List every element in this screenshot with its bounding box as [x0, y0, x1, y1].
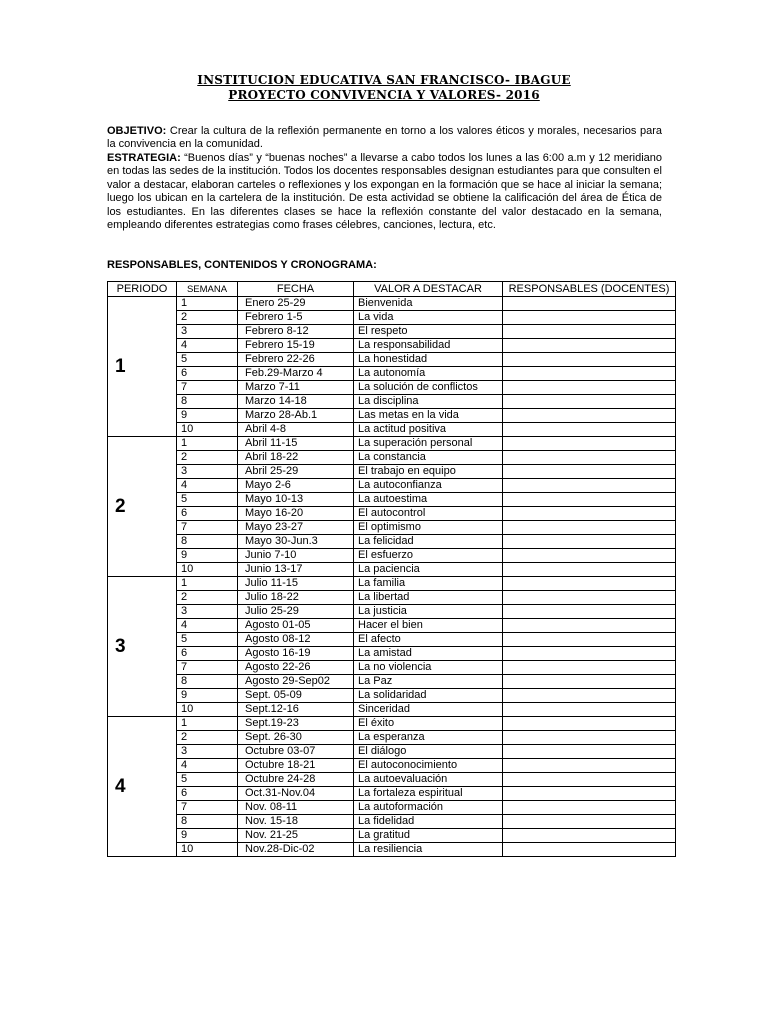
table-row: [108, 563, 676, 577]
fecha-cell: Nov. 15-18: [238, 815, 354, 829]
semana-cell: 1: [177, 577, 238, 591]
table-row: [108, 423, 676, 437]
semana-cell: 4: [177, 759, 238, 773]
fecha-cell: Junio 7-10: [238, 549, 354, 563]
responsables-cell: [503, 549, 676, 563]
responsables-cell: [503, 535, 676, 549]
semana-cell: 2: [177, 731, 238, 745]
valor-cell: El diálogo: [354, 745, 503, 759]
estrategia-label: ESTRATEGIA:: [107, 152, 181, 164]
fecha-cell: Marzo 28-Ab.1: [238, 409, 354, 423]
fecha-cell: Octubre 24-28: [238, 773, 354, 787]
valor-cell: El afecto: [354, 633, 503, 647]
semana-cell: 3: [177, 605, 238, 619]
header-semana: SEMANA: [177, 282, 238, 297]
fecha-cell: Febrero 22-26: [238, 353, 354, 367]
semana-cell: 4: [177, 339, 238, 353]
responsables-cell: [503, 605, 676, 619]
fecha-cell: Mayo 30-Jun.3: [238, 535, 354, 549]
table-row: [108, 325, 676, 339]
valor-cell: La resiliencia: [354, 843, 503, 857]
semana-cell: 9: [177, 689, 238, 703]
table-row: [108, 829, 676, 843]
valor-cell: Hacer el bien: [354, 619, 503, 633]
responsables-cell: [503, 437, 676, 451]
semana-cell: 9: [177, 409, 238, 423]
periodo-cell: 4: [108, 717, 177, 857]
valor-cell: La familia: [354, 577, 503, 591]
fecha-cell: Agosto 01-05: [238, 619, 354, 633]
table-row: [108, 465, 676, 479]
table-row: [108, 591, 676, 605]
table-row: [108, 745, 676, 759]
table-row: [108, 367, 676, 381]
estrategia-text: “Buenos días” y “buenas noches” a llevarse a cabo todos los lunes a las 6:00 a.m y 12 meridiano en todas las sedes de la institución. Todos los docentes responsables designan estudiantes para que consulten el valor a destacar, elaboran carteles o reflexiones y los expongan en la formación que se hace al iniciar la semana; luego los ubican en la cartelera de la institución. De esta actividad se obtiene la calificación del área de Ética de los estudiantes. En las diferentes clases se hace la reflexión constante del valor destacado en la semana, empleando diferentes estrategias como frases célebres, canciones, lectura, etc.: [107, 152, 662, 232]
semana-cell: 6: [177, 787, 238, 801]
semana-cell: 9: [177, 549, 238, 563]
periodo-cell: 3: [108, 577, 177, 717]
responsables-cell: [503, 479, 676, 493]
semana-cell: 2: [177, 591, 238, 605]
valor-cell: La fidelidad: [354, 815, 503, 829]
fecha-cell: Febrero 1-5: [238, 311, 354, 325]
responsables-cell: [503, 759, 676, 773]
responsables-cell: [503, 633, 676, 647]
objetivo-label: OBJETIVO:: [107, 125, 167, 137]
responsables-cell: [503, 493, 676, 507]
fecha-cell: Agosto 22-26: [238, 661, 354, 675]
estrategia-paragraph: [107, 152, 662, 232]
fecha-cell: Agosto 08-12: [238, 633, 354, 647]
fecha-cell: Sept.19-23: [238, 717, 354, 731]
valor-cell: El optimismo: [354, 521, 503, 535]
fecha-cell: Mayo 2-6: [238, 479, 354, 493]
fecha-cell: Mayo 23-27: [238, 521, 354, 535]
table-row: [108, 507, 676, 521]
document-subtitle: PROYECTO CONVIVENCIA Y VALORES- 2016: [228, 88, 540, 102]
responsables-cell: [503, 507, 676, 521]
table-row: [108, 843, 676, 857]
table-row: [108, 297, 676, 311]
semana-cell: 1: [177, 717, 238, 731]
semana-cell: 10: [177, 563, 238, 577]
responsables-cell: [503, 717, 676, 731]
table-body: [108, 297, 676, 857]
responsables-cell: [503, 451, 676, 465]
table-row: [108, 535, 676, 549]
fecha-cell: Julio 11-15: [238, 577, 354, 591]
semana-cell: 10: [177, 703, 238, 717]
table-row: [108, 395, 676, 409]
objetivo-text: Crear la cultura de la reflexión permanente en torno a los valores éticos y morales, necesarios para la convivencia en la comunidad.: [107, 125, 662, 151]
valor-cell: La superación personal: [354, 437, 503, 451]
semana-cell: 1: [177, 437, 238, 451]
fecha-cell: Junio 13-17: [238, 563, 354, 577]
fecha-cell: Sept. 05-09: [238, 689, 354, 703]
responsables-cell: [503, 395, 676, 409]
valor-cell: La vida: [354, 311, 503, 325]
valor-cell: La gratitud: [354, 829, 503, 843]
table-row: [108, 801, 676, 815]
valor-cell: El éxito: [354, 717, 503, 731]
valor-cell: El autocontrol: [354, 507, 503, 521]
table-row: [108, 633, 676, 647]
semana-cell: 2: [177, 451, 238, 465]
semana-cell: 10: [177, 423, 238, 437]
table-row: [108, 311, 676, 325]
fecha-cell: Abril 18-22: [238, 451, 354, 465]
fecha-cell: Sept. 26-30: [238, 731, 354, 745]
valor-cell: La paciencia: [354, 563, 503, 577]
header-fecha: FECHA: [238, 282, 354, 297]
semana-cell: 6: [177, 507, 238, 521]
table-row: [108, 577, 676, 591]
fecha-cell: Nov.28-Dic-02: [238, 843, 354, 857]
table-header-row: [108, 282, 676, 297]
valor-cell: La autoconfianza: [354, 479, 503, 493]
fecha-cell: Sept.12-16: [238, 703, 354, 717]
fecha-cell: Abril 4-8: [238, 423, 354, 437]
table-row: [108, 409, 676, 423]
semana-cell: 3: [177, 745, 238, 759]
semana-cell: 5: [177, 633, 238, 647]
valor-cell: La justicia: [354, 605, 503, 619]
responsables-cell: [503, 325, 676, 339]
valor-cell: El esfuerzo: [354, 549, 503, 563]
fecha-cell: Enero 25-29: [238, 297, 354, 311]
fecha-cell: Abril 11-15: [238, 437, 354, 451]
semana-cell: 2: [177, 311, 238, 325]
responsables-cell: [503, 815, 676, 829]
valor-cell: El trabajo en equipo: [354, 465, 503, 479]
semana-cell: 7: [177, 801, 238, 815]
responsables-cell: [503, 381, 676, 395]
semana-cell: 7: [177, 381, 238, 395]
semana-cell: 8: [177, 535, 238, 549]
fecha-cell: Julio 25-29: [238, 605, 354, 619]
semana-cell: 4: [177, 619, 238, 633]
valor-cell: La autoestima: [354, 493, 503, 507]
semana-cell: 8: [177, 675, 238, 689]
header-valor: VALOR A DESTACAR: [354, 282, 503, 297]
fecha-cell: Agosto 29-Sep02: [238, 675, 354, 689]
semana-cell: 4: [177, 479, 238, 493]
valor-cell: La autonomía: [354, 367, 503, 381]
responsables-cell: [503, 339, 676, 353]
fecha-cell: Marzo 7-11: [238, 381, 354, 395]
semana-cell: 8: [177, 395, 238, 409]
valor-cell: La amistad: [354, 647, 503, 661]
table-row: [108, 479, 676, 493]
responsables-cell: [503, 577, 676, 591]
responsables-cell: [503, 367, 676, 381]
table-row: [108, 339, 676, 353]
responsables-cell: [503, 465, 676, 479]
responsables-cell: [503, 353, 676, 367]
semana-cell: 7: [177, 661, 238, 675]
table-row: [108, 689, 676, 703]
header-periodo: PERIODO: [108, 282, 177, 297]
fecha-cell: Octubre 18-21: [238, 759, 354, 773]
responsables-cell: [503, 787, 676, 801]
valor-cell: La no violencia: [354, 661, 503, 675]
table-row: [108, 787, 676, 801]
responsables-cell: [503, 675, 676, 689]
responsables-cell: [503, 661, 676, 675]
table-row: [108, 549, 676, 563]
schedule-table: [107, 281, 676, 857]
table-row: [108, 815, 676, 829]
responsables-cell: [503, 731, 676, 745]
valor-cell: La autoformación: [354, 801, 503, 815]
valor-cell: El respeto: [354, 325, 503, 339]
valor-cell: La responsabilidad: [354, 339, 503, 353]
semana-cell: 3: [177, 325, 238, 339]
valor-cell: La solución de conflictos: [354, 381, 503, 395]
table-row: [108, 647, 676, 661]
responsables-cell: [503, 801, 676, 815]
fecha-cell: Mayo 10-13: [238, 493, 354, 507]
valor-cell: La Paz: [354, 675, 503, 689]
table-row: [108, 619, 676, 633]
table-row: [108, 451, 676, 465]
objetivo-paragraph: [107, 125, 662, 152]
table-row: [108, 521, 676, 535]
responsables-cell: [503, 843, 676, 857]
valor-cell: La actitud positiva: [354, 423, 503, 437]
valor-cell: La fortaleza espiritual: [354, 787, 503, 801]
periodo-cell: 1: [108, 297, 177, 437]
semana-cell: 6: [177, 647, 238, 661]
valor-cell: La solidaridad: [354, 689, 503, 703]
responsables-cell: [503, 703, 676, 717]
semana-cell: 6: [177, 367, 238, 381]
responsables-cell: [503, 591, 676, 605]
valor-cell: La honestidad: [354, 353, 503, 367]
fecha-cell: Oct.31-Nov.04: [238, 787, 354, 801]
table-row: [108, 661, 676, 675]
table-row: [108, 493, 676, 507]
table-row: [108, 731, 676, 745]
fecha-cell: Agosto 16-19: [238, 647, 354, 661]
valor-cell: Bienvenida: [354, 297, 503, 311]
responsables-cell: [503, 647, 676, 661]
responsables-cell: [503, 689, 676, 703]
fecha-cell: Feb.29-Marzo 4: [238, 367, 354, 381]
table-row: [108, 759, 676, 773]
responsables-cell: [503, 423, 676, 437]
fecha-cell: Febrero 8-12: [238, 325, 354, 339]
valor-cell: La esperanza: [354, 731, 503, 745]
document-title: INSTITUCION EDUCATIVA SAN FRANCISCO- IBAGUE: [197, 73, 571, 87]
valor-cell: La disciplina: [354, 395, 503, 409]
responsables-cell: [503, 521, 676, 535]
semana-cell: 1: [177, 297, 238, 311]
semana-cell: 10: [177, 843, 238, 857]
semana-cell: 5: [177, 493, 238, 507]
responsables-cell: [503, 619, 676, 633]
responsables-cell: [503, 311, 676, 325]
table-row: [108, 773, 676, 787]
table-row: [108, 675, 676, 689]
valor-cell: La libertad: [354, 591, 503, 605]
fecha-cell: Nov. 08-11: [238, 801, 354, 815]
responsables-cell: [503, 745, 676, 759]
table-row: [108, 717, 676, 731]
valor-cell: La constancia: [354, 451, 503, 465]
fecha-cell: Octubre 03-07: [238, 745, 354, 759]
table-row: [108, 605, 676, 619]
table-row: [108, 381, 676, 395]
fecha-cell: Febrero 15-19: [238, 339, 354, 353]
semana-cell: 5: [177, 773, 238, 787]
valor-cell: La autoevaluación: [354, 773, 503, 787]
table-row: [108, 353, 676, 367]
fecha-cell: Nov. 21-25: [238, 829, 354, 843]
fecha-cell: Marzo 14-18: [238, 395, 354, 409]
table-row: [108, 703, 676, 717]
section-title: RESPONSABLES, CONTENIDOS Y CRONOGRAMA:: [107, 259, 377, 271]
fecha-cell: Abril 25-29: [238, 465, 354, 479]
responsables-cell: [503, 563, 676, 577]
fecha-cell: Mayo 16-20: [238, 507, 354, 521]
valor-cell: Las metas en la vida: [354, 409, 503, 423]
semana-cell: 9: [177, 829, 238, 843]
responsables-cell: [503, 297, 676, 311]
semana-cell: 5: [177, 353, 238, 367]
table-row: [108, 437, 676, 451]
periodo-cell: 2: [108, 437, 177, 577]
responsables-cell: [503, 773, 676, 787]
valor-cell: Sinceridad: [354, 703, 503, 717]
fecha-cell: Julio 18-22: [238, 591, 354, 605]
semana-cell: 3: [177, 465, 238, 479]
header-responsables: RESPONSABLES (DOCENTES): [503, 282, 676, 297]
valor-cell: El autoconocimiento: [354, 759, 503, 773]
valor-cell: La felicidad: [354, 535, 503, 549]
semana-cell: 8: [177, 815, 238, 829]
responsables-cell: [503, 409, 676, 423]
semana-cell: 7: [177, 521, 238, 535]
responsables-cell: [503, 829, 676, 843]
